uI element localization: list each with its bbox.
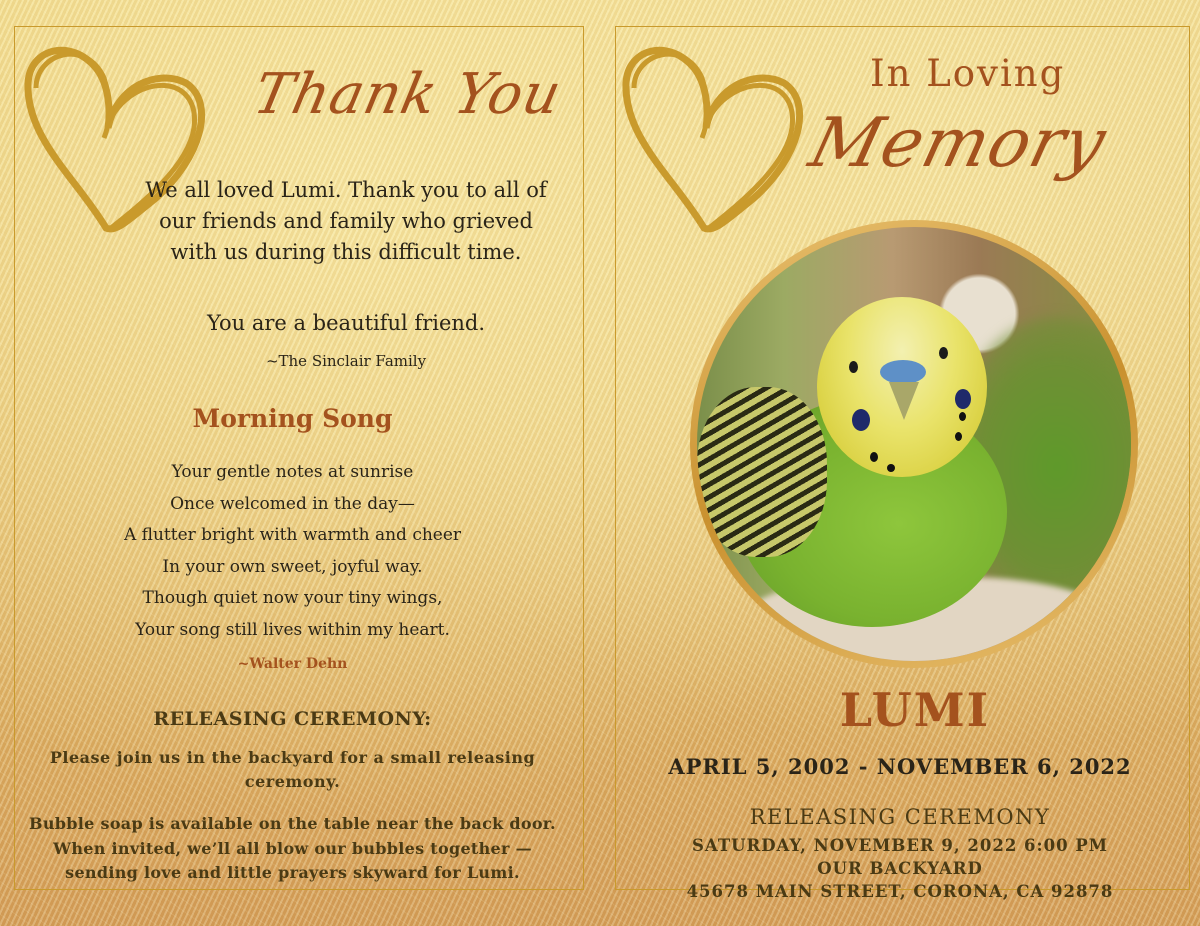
poem-line: Though quiet now your tiny wings, (142, 588, 443, 608)
poem-line: Your gentle notes at sunrise (171, 462, 414, 482)
ceremony-location: OUR BACKYARD (817, 859, 983, 878)
poem-title: Morning Song (192, 404, 393, 433)
poem-line: Once welcomed in the day— (170, 493, 415, 514)
ceremony-title: RELEASING CEREMONY (749, 805, 1051, 829)
budgie-wing (697, 387, 827, 557)
ceremony-invite: Please join us in the backyard for a small releasing ceremony. (49, 748, 536, 791)
throat-spot (870, 452, 878, 462)
closing-line: You are a beautiful friend. (206, 311, 486, 335)
ceremony-details: Bubble soap is available on the table near the back door. When invited, we’ll all blow our bubbles together — sending love and little prayers skyward for Lumi. (29, 814, 556, 882)
throat-spot (887, 464, 895, 472)
poem-line: A flutter bright with warmth and cheer (123, 525, 462, 545)
ceremony-heading: RELEASING CEREMONY: (153, 708, 432, 730)
life-dates: APRIL 5, 2002 - NOVEMBER 6, 2022 (668, 754, 1132, 779)
heart-icon (614, 28, 814, 238)
memory-heading: Memory (802, 104, 1115, 183)
throat-spot (852, 409, 870, 431)
budgie-beak (889, 382, 919, 420)
pet-photo (697, 227, 1131, 661)
budgie-eye (939, 347, 948, 359)
thank-you-message: We all loved Lumi. Thank you to all of our friends and family who grieved with us during this difficult time. (145, 178, 547, 264)
thank-you-heading: Thank You (248, 62, 568, 127)
pet-name: LUMI (839, 683, 991, 737)
throat-spot (959, 412, 966, 421)
poem-body (60, 457, 525, 646)
poem-author: ~Walter Dehn (237, 656, 348, 672)
budgie-eye (849, 361, 858, 373)
ceremony-date-time: SATURDAY, NOVEMBER 9, 2022 6:00 PM (692, 836, 1108, 855)
poem-line: In your own sweet, joyful way. (162, 556, 423, 577)
throat-spot (955, 389, 971, 409)
budgie-cere (880, 360, 926, 384)
in-loving-heading: In Loving (870, 52, 1066, 95)
poem-line: Your song still lives within my heart. (135, 619, 450, 640)
family-signature: ~The Sinclair Family (265, 352, 427, 370)
ceremony-address: 45678 MAIN STREET, CORONA, CA 92878 (686, 882, 1114, 901)
ceremony-info (640, 834, 1160, 903)
throat-spot (955, 432, 962, 441)
